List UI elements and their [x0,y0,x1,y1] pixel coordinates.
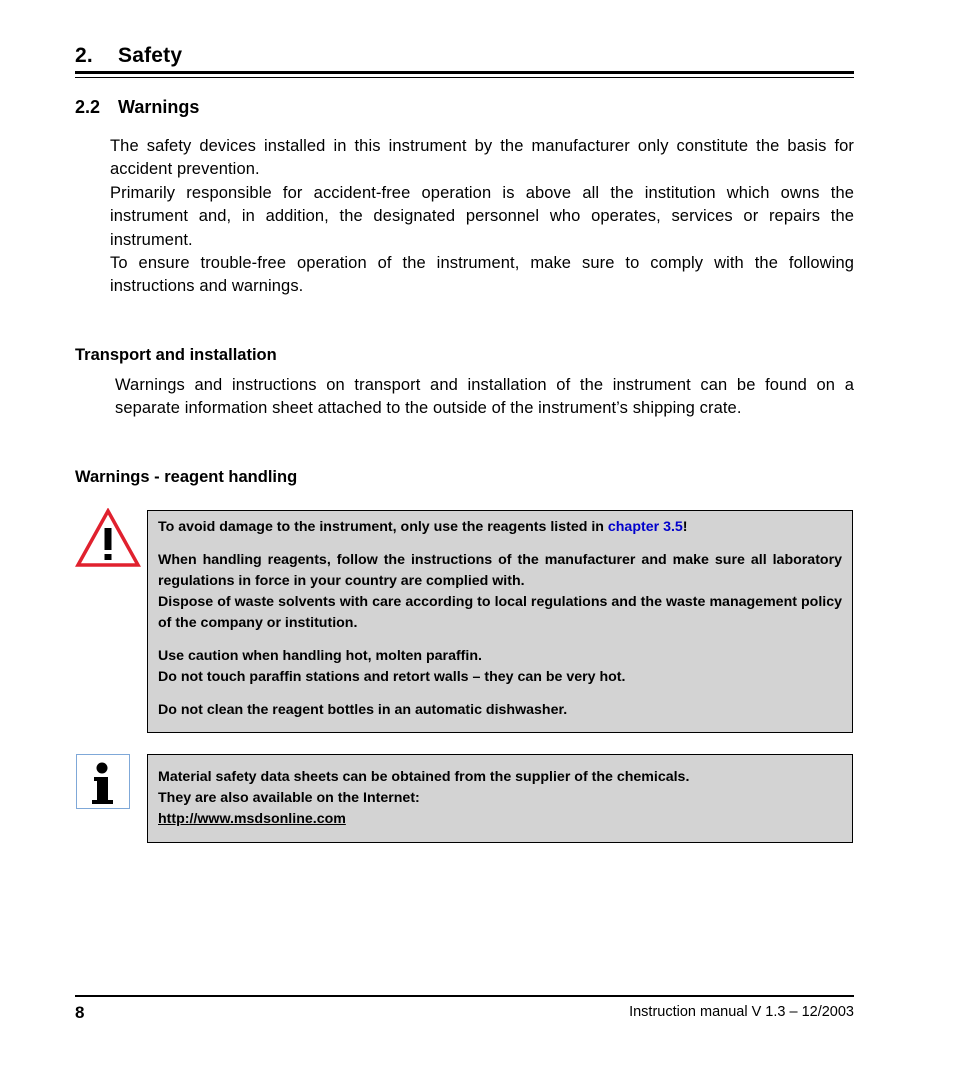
chapter-title-text: Safety [118,44,183,67]
footer-rule [75,995,854,997]
info-line-2: They are also available on the Internet: [158,790,420,806]
warning-paragraph-5: Do not touch paraffin stations and retort walls – they can be very hot. [158,669,626,685]
footer-manual-version: Instruction manual V 1.3 – 12/2003 [629,1004,854,1020]
section-title [75,97,199,118]
reagent-heading: Warnings - reagent handling [75,468,298,486]
info-icon [76,754,130,809]
header-rule-thick [75,71,854,74]
warning-box [147,510,853,733]
intro-paragraph-1: The safety devices installed in this instrument by the manufacturer only constitute the basis for accident prevention. [110,137,854,179]
intro-paragraph-3: To ensure trouble-free operation of the instrument, make sure to comply with the following instructions and warnings. [110,254,854,296]
chapter-title [75,44,182,68]
chapter-number: 2. [75,44,93,67]
warning-triangle-icon [75,508,141,568]
warning-line-1 [158,517,842,538]
transport-body: Warnings and instructions on transport and installation of the instrument can be found on a separate information sheet attached to the outside of the instrument’s shipping crate. [115,376,854,418]
warning-paragraph-3: Dispose of waste solvents with care according to local regulations and the waste management policy of the company or institution. [158,594,842,631]
msds-url-link[interactable]: http://www.msdsonline.com [158,811,346,827]
warning-line-1-text: To avoid damage to the instrument, only use the reagents listed in [158,519,608,535]
section-number: 2.2 [75,97,101,117]
warning-line-1-suffix: ! [682,519,688,535]
warning-paragraph-4: Use caution when handling hot, molten paraffin. [158,648,482,664]
intro-paragraph-2: Primarily responsible for accident-free operation is above all the institution which owns the instrument and, in addition, the designated personnel who operates, services or repairs the instrument. [110,183,854,249]
warning-paragraph-2: When handling reagents, follow the instructions of the manufacturer and make sure all laboratory regulations in force in your country are complied with. [158,552,842,589]
chapter-link[interactable]: chapter 3.5 [607,519,683,535]
transport-heading: Transport and installation [75,346,277,364]
info-box [147,754,853,843]
warning-paragraph-6: Do not clean the reagent bottles in an automatic dishwasher. [158,702,568,718]
page-number: 8 [75,1003,85,1022]
intro-text [110,135,854,299]
info-line-1: Material safety data sheets can be obtained from the supplier of the chemicals. [158,769,690,785]
section-title-text: Warnings [118,97,200,117]
header-rule-thin [75,77,854,78]
